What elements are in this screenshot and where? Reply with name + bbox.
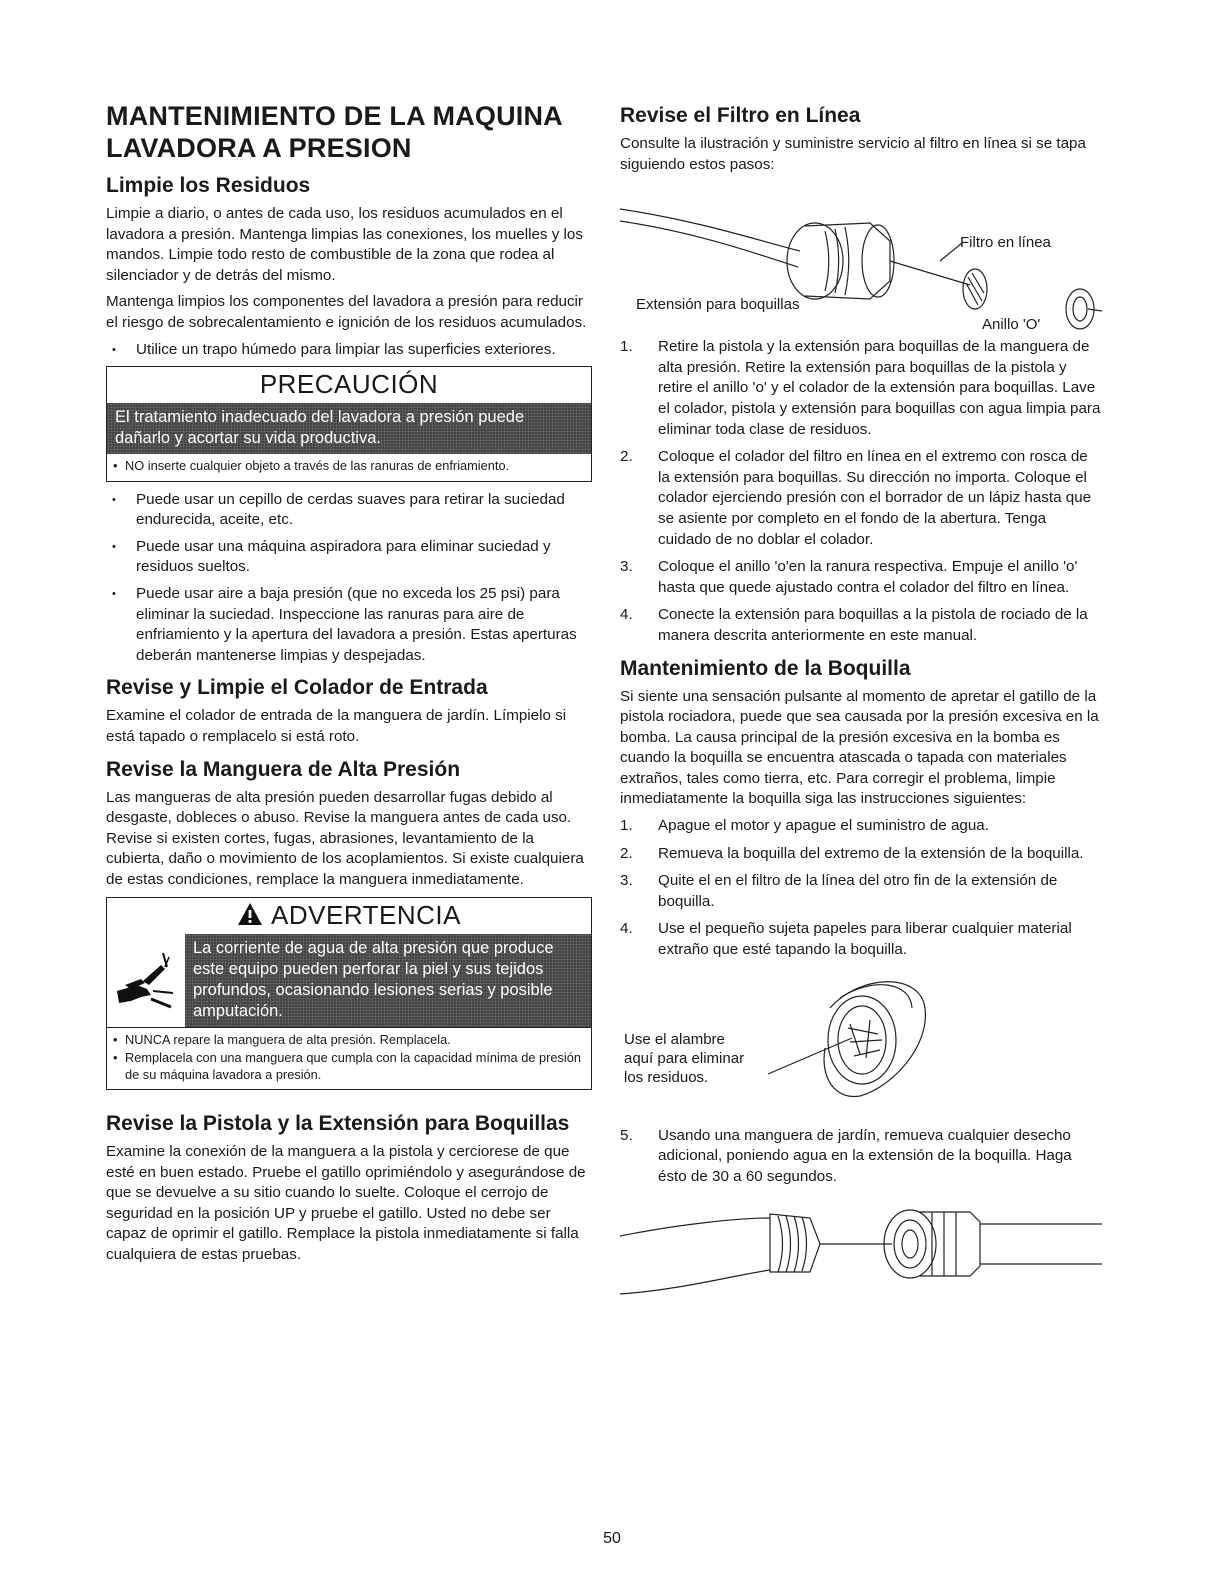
caution-notes — [107, 454, 591, 481]
list-item: 2. Remueva la boquilla del extremo de la extensión de la boquilla. — [620, 844, 1084, 862]
page-number: 50 — [603, 1530, 621, 1547]
list-item: 3. Coloque el anillo 'o'en la ranura respectiva. Empuje el anillo 'o' hasta que quede ajustado contra el colador del filtro en línea. — [620, 558, 1078, 596]
warning-box — [106, 897, 592, 1091]
label-extension-boquillas: Extensión para boquillas — [636, 296, 800, 314]
heading-filtro-linea: Revise el Filtro en Línea — [620, 104, 861, 127]
label-alambre-3: los residuos. — [624, 1068, 709, 1086]
list-item: 4. Use el pequeño sujeta papeles para liberar cualquier material extraño que esté tapando la boquilla. — [620, 920, 1072, 959]
warning-row — [107, 934, 591, 1027]
warning-highlight: La corriente de agua de alta presión que produce este equipo pueden perforar la piel y sus tejidos profundos, ocasionando lesiones serias y posible amputación. — [185, 934, 591, 1027]
caution-title: PRECAUCIÓN — [259, 369, 439, 400]
right-column — [620, 100, 1102, 1314]
paragraph: Consulte la ilustración y suministre servicio al filtro en línea si se tapa siguiendo estos pasos: — [620, 135, 1086, 173]
label-anillo-o: Anillo 'O' — [982, 316, 1041, 334]
paragraph: Examine el colador de entrada de la manguera de jardín. Límpielo si está tapado o remplacelo si está roto. — [106, 707, 567, 745]
list-item: 1. Retire la pistola y la extensión para boquillas de la manguera de alta presión. Retire la extensión para boquillas de la pistola y retire el anillo 'o' y el colador de la extensión para boquillas. Lave el colador, pistola y extensión para boquillas con agua limpia para eliminar toda clase de residuos. — [620, 338, 1101, 438]
injection-hazard-icon — [107, 934, 185, 1027]
filter-steps — [620, 337, 1102, 646]
paragraph: Mantenga limpios los componentes del lavadora a presión para reducir el riesgo de sobrecalentamiento e ignición de los residuos acumulados. — [106, 293, 587, 331]
list-item: • NUNCA repare la manguera de alta presión. Remplacela. — [113, 1032, 585, 1049]
list-item: • Utilice un trapo húmedo para limpiar las superficies exteriores. — [106, 340, 592, 361]
heading-limpie-residuos: Limpie los Residuos — [106, 174, 311, 197]
warning-triangle-icon — [237, 902, 263, 926]
list-item: 2. Coloque el colador del filtro en línea en el extremo con rosca de la extensión para boquillas. Su dirección no importa. Coloque el colador ejerciendo presión con el borrador de un lápiz hasta que se asiente por completo en el fondo de la abertura. Tenga cuidado de no doblar el colador. — [620, 448, 1092, 548]
hose-flush-illustration — [620, 1194, 1102, 1314]
list-item: 5. Usando una manguera de jardín, remueva cualquier desecho adicional, poniendo agua en la extensión de la boquilla. Haga ésto de 30 a 60 segundos. — [620, 1126, 1072, 1185]
bullet-list — [106, 340, 592, 361]
bullet-list — [106, 490, 592, 667]
list-item: 4. Conecte la extensión para boquillas a la pistola de rociado de la manera descrita anteriormente en este manual. — [620, 606, 1088, 644]
inline-filter-illustration — [620, 181, 1102, 334]
paragraph: Las mangueras de alta presión pueden desarrollar fugas debido al desgaste, dobleces o abuso. Revise la manguera antes de cada uso. Revise si existen cortes, fugas, abrasiones, levantamiento de la cubierta, daño o movimiento de los acoplamientos. Si existe cualquiera de estas condiciones, remplace la manguera inmediatamente. — [106, 788, 584, 888]
heading-mantenimiento-boquilla: Mantenimiento de la Boquilla — [620, 656, 911, 680]
page-title: MANTENIMIENTO DE LA MAQUINA LAVADORA A PRESION — [106, 101, 562, 163]
warning-title-row — [107, 900, 591, 930]
list-item: 1. Apague el motor y apague el suministro de agua. — [620, 817, 989, 835]
nozzle-step-5 — [620, 1126, 1102, 1188]
hose-drawing — [620, 1194, 1102, 1314]
list-item: 3. Quite el en el filtro de la línea del otro fin de la extensión de boquilla. — [620, 872, 1058, 910]
label-filtro-en-linea: Filtro en línea — [960, 234, 1051, 252]
caution-highlight: El tratamiento inadecuado del lavadora a presión puede dañarlo y acortar su vida productiva. — [107, 403, 591, 454]
warning-notes — [107, 1028, 591, 1090]
heading-manguera-alta-presion: Revise la Manguera de Alta Presión — [106, 757, 461, 781]
list-item: • NO inserte cualquier objeto a través de las ranuras de enfriamiento. — [113, 458, 585, 475]
paragraph: Limpie a diario, o antes de cada uso, los residuos acumulados en el lavadora a presión. Mantenga limpias las conexiones, los muelles y los mandos. Limpie todo resto de combustible de la zona que rodea al silenciador y de detrás del mismo. — [106, 205, 583, 284]
label-alambre-2: aquí para eliminar — [624, 1049, 745, 1067]
list-item: • Remplacela con una manguera que cumpla con la capacidad mínima de presión de su máquina lavadora a presión. — [113, 1050, 585, 1083]
left-column — [106, 100, 592, 1272]
paragraph: Examine la conexión de la manguera a la pistola y cerciorese de que esté en buen estado. Pruebe el gatillo oprimiéndolo y asegurándose de que se devuelve a su sitio cuando lo suelte. Coloque el cerrojo de seguridad en la posición UP y pruebe el gatillo. Usted no debe ser capaz de oprimir el gatillo. Remplace la pistola inmediatamente si falla cualquiera de estas pruebas. — [106, 1143, 586, 1264]
warning-title: ADVERTENCIA — [271, 899, 461, 930]
list-item: • Puede usar un cepillo de cerdas suaves para retirar la suciedad endurecida, aceite, etc. — [106, 490, 592, 531]
heading-pistola-extension: Revise la Pistola y la Extensión para Boquillas — [106, 1112, 570, 1136]
nozzle-steps — [620, 816, 1102, 961]
heading-colador-entrada: Revise y Limpie el Colador de Entrada — [106, 676, 488, 700]
paragraph: Si siente una sensación pulsante al momento de apretar el gatillo de la pistola rociadora, puede que sea causada por la presión excesiva en la bomba. La causa principal de la presión excesiva en la bomba es cuando la boquilla se encuentra atascada o tapada con materiales extraños, tales como tierra, etc. Para corregir el problema, limpie inmediatamente la boquilla siga las instrucciones siguientes: — [620, 687, 1099, 808]
list-item: • Puede usar aire a baja presión (que no exceda los 25 psi) para eliminar la suciedad. Inspeccione las ranuras para aire de enfriamiento y la apertura del lavadora a presión. Estas aperturas deberán mantenerse limpias y despejadas. — [106, 584, 592, 666]
nozzle-illustration — [620, 968, 1102, 1108]
list-item: • Puede usar una máquina aspiradora para eliminar suciedad y residuos sueltos. — [106, 537, 592, 578]
label-alambre-1: Use el alambre — [624, 1030, 725, 1048]
caution-box — [106, 366, 592, 482]
